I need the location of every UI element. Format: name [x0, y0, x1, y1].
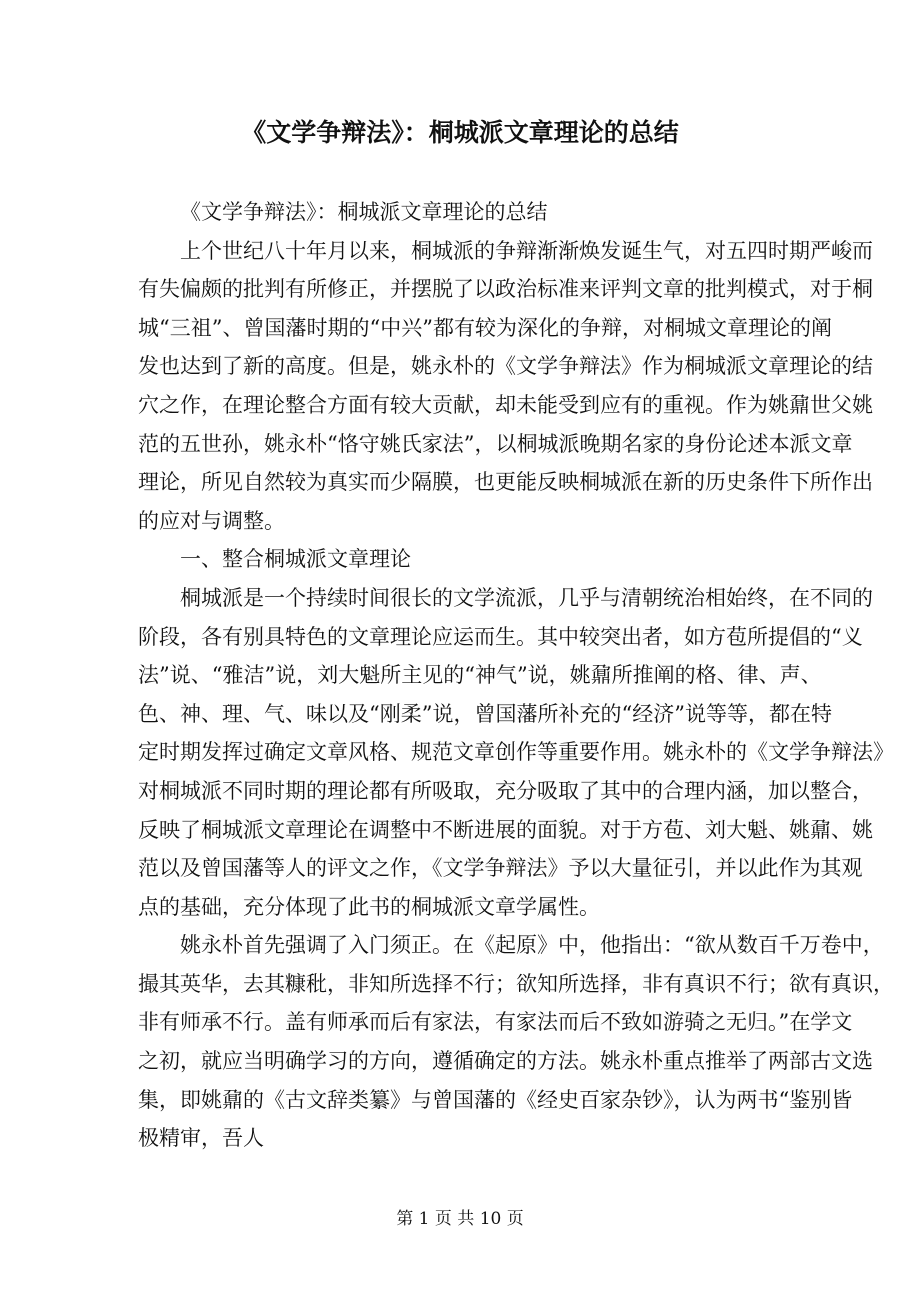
text-line: 色、神、理、气、味以及“刚柔”说，曾国藩所补充的“经济”说等等，都在特 [138, 701, 832, 726]
text-line: 姚永朴首先强调了入门须正。在《起原》中，他指出：“欲从数百千万卷中， [180, 933, 884, 958]
text-line: 城“三祖”、曾国藩时期的“中兴”都有较为深化的争辩，对桐城文章理论的阐 [138, 315, 832, 340]
text-line: 非有师承不行。盖有师承而后有家法，有家法而后不致如游骑之无归。”在学文 [138, 1010, 853, 1035]
paragraph-2 [138, 583, 894, 930]
text-line: 范的五世孙，姚永朴“恪守姚氏家法”，以桐城派晚期名家的身份论述本派文章 [138, 431, 853, 456]
text-line: 理论，所见自然较为真实而少隔膜，也更能反映桐城派在新的历史条件下所作出 [138, 470, 873, 495]
text-line: 穴之作，在理论整合方面有较大贡献，却未能受到应有的重视。作为姚鼐世父姚 [138, 392, 873, 417]
text-line: 之初，就应当明确学习的方向，遵循确定的方法。姚永朴重点推举了两部古文选 [138, 1049, 873, 1074]
document-title: 《文学争辩法》：桐城派文章理论的总结 [241, 118, 679, 147]
intro-line: 《文学争辩法》：桐城派文章理论的总结 [180, 200, 548, 224]
page-number-footer: 第 1 页 共 10 页 [396, 1209, 524, 1229]
text-line: 集，即姚鼐的《古文辞类纂》与曾国藩的《经史百家杂钞》，认为两书“鉴别皆 [138, 1087, 853, 1112]
text-line: 阶段，各有别具特色的文章理论应运而生。其中较突出者，如方苞所提倡的“义 [138, 624, 863, 649]
text-line: 桐城派是一个持续时间很长的文学流派，几乎与清朝统治相始终，在不同的 [180, 585, 873, 610]
text-line: 有失偏颇的批判有所修正，并摆脱了以政治标准来评判文章的批判模式，对于桐 [138, 277, 873, 302]
text-line: 上个世纪八十年月以来，桐城派的争辩渐渐焕发诞生气，对五四时期严峻而 [180, 238, 873, 263]
document-body [138, 197, 894, 1162]
text-line: 的应对与调整。 [138, 508, 285, 533]
text-line: 范以及曾国藩等人的评文之作，《文学争辩法》予以大量征引，并以此作为其观 [138, 856, 863, 881]
text-line: 对桐城派不同时期的理论都有所吸取，充分吸取了其中的合理内涵，加以整合， [138, 778, 873, 803]
text-line: 点的基础，充分体现了此书的桐城派文章学属性。 [138, 894, 600, 919]
text-line: 发也达到了新的高度。但是，姚永朴的《文学争辩法》作为桐城派文章理论的结 [138, 354, 873, 379]
text-line: 撮其英华，去其糠秕，非知所选择不行；欲知所选择，非有真识不行；欲有真识， [138, 971, 894, 996]
section-heading: 一、整合桐城派文章理论 [180, 547, 411, 572]
text-line: 定时期发挥过确定文章风格、规范文章创作等重要作用。姚永朴的《文学争辩法》 [138, 740, 894, 765]
paragraph-1 [138, 236, 873, 545]
text-line: 极精审，吾人 [138, 1126, 264, 1151]
paragraph-3 [138, 930, 894, 1162]
text-line: 法”说、“雅洁”说，刘大魁所主见的“神气”说，姚鼐所推阐的格、律、声、 [138, 663, 822, 688]
text-line: 反映了桐城派文章理论在调整中不断进展的面貌。对于方苞、刘大魁、姚鼐、姚 [138, 817, 873, 842]
